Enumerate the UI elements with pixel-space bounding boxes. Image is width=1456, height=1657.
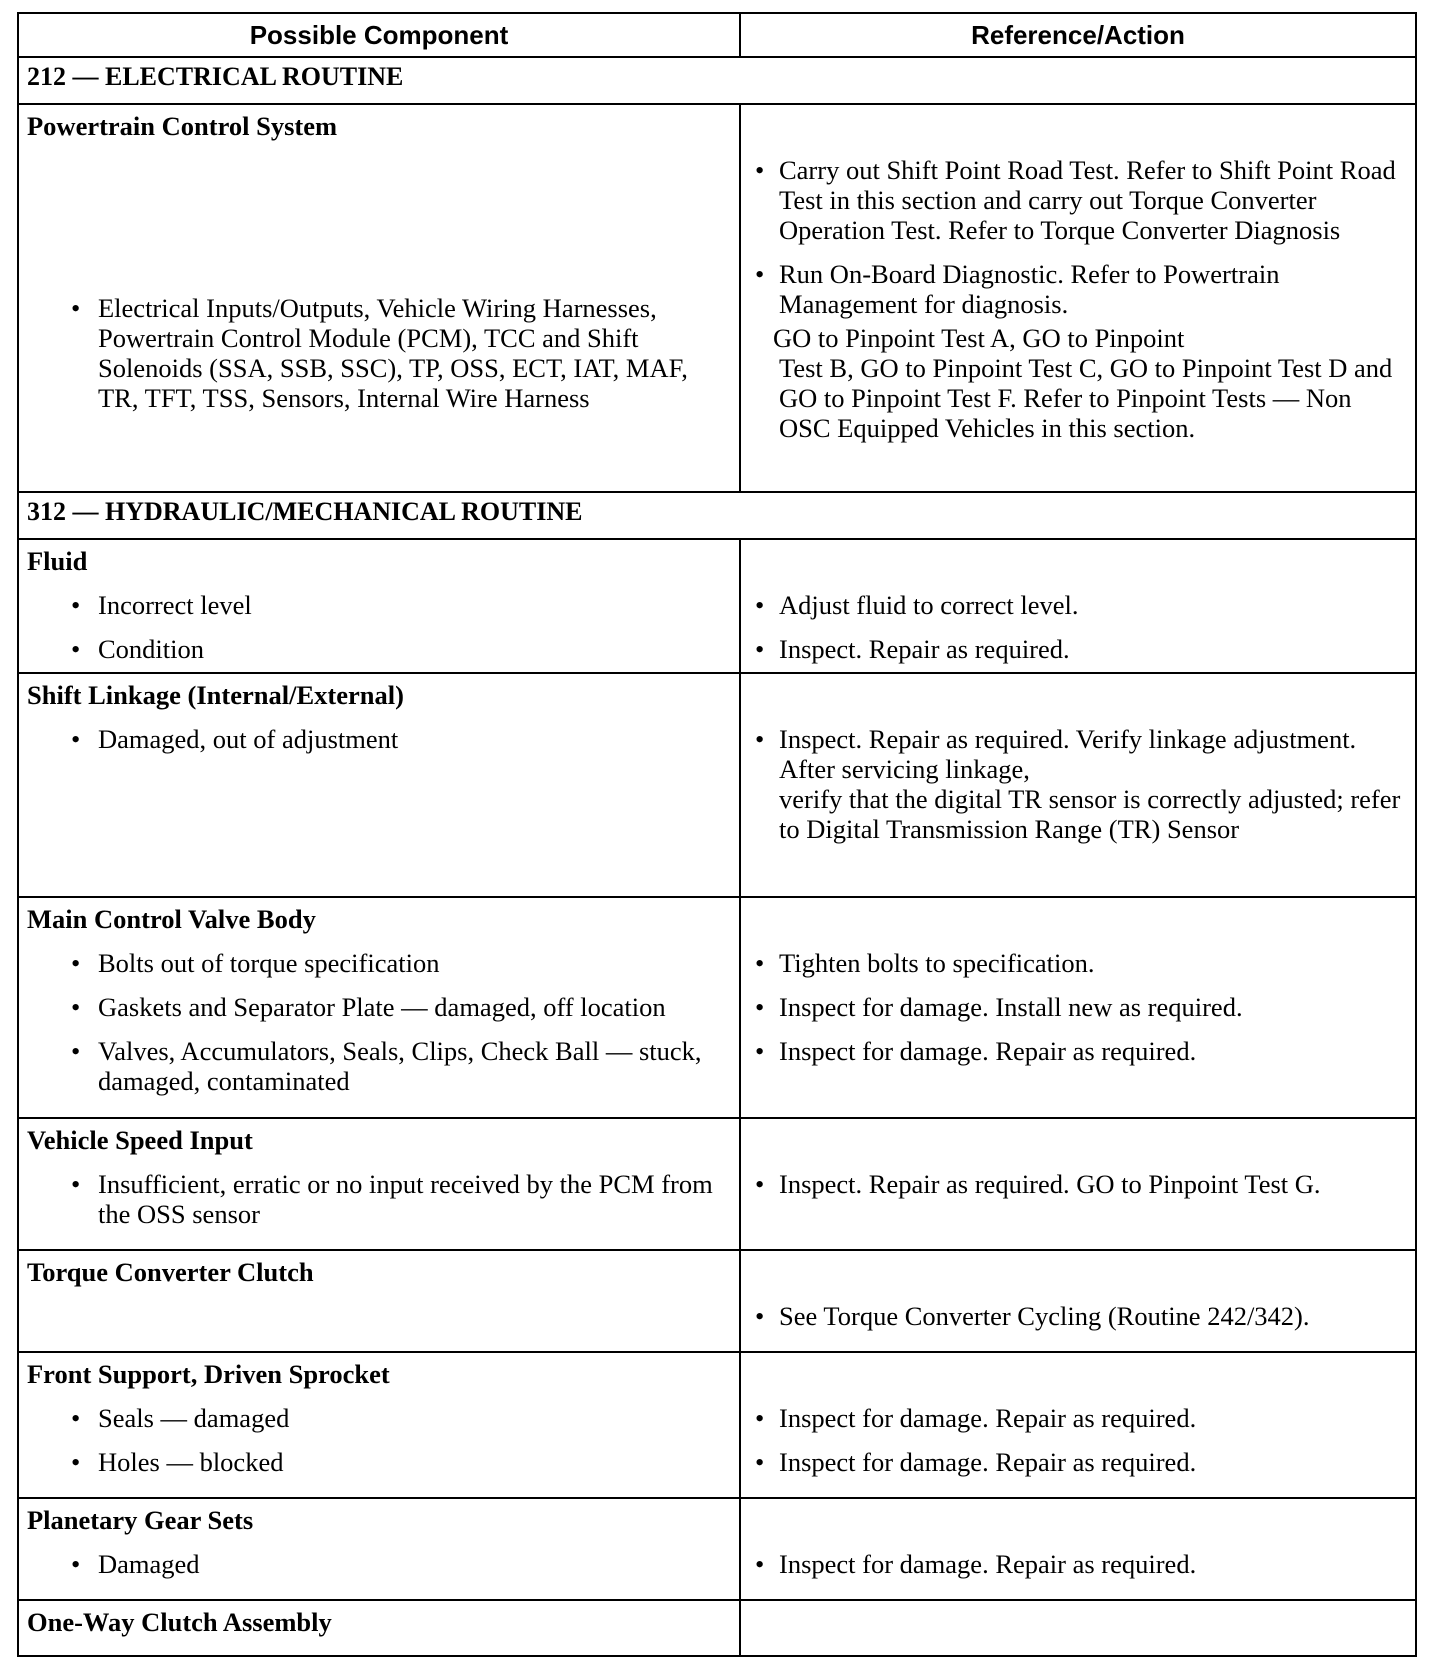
action-item: • Inspect. Repair as required. Verify linkage adjustment. After servicing linkage, verify that the digital TR sensor is correctly adjusted; refer to Digital Transmission Range (TR) Sensor	[755, 724, 1401, 844]
action-cell	[740, 1600, 1416, 1656]
action-item: • Inspect for damage. Install new as required.	[755, 992, 1243, 1022]
bullet-icon: •	[71, 293, 81, 323]
component-item: • Holes — blocked	[71, 1447, 284, 1477]
component-item: • Damaged	[71, 1549, 200, 1579]
bullet-icon: •	[755, 155, 765, 185]
group-title: Vehicle Speed Input	[27, 1125, 253, 1155]
action-item: • Tighten bolts to specification.	[755, 948, 1095, 978]
component-item: • Bolts out of torque specification	[71, 948, 440, 978]
component-cell	[18, 1600, 740, 1656]
action-item: • Inspect for damage. Repair as required.	[755, 1447, 1197, 1477]
table-row-main-control	[18, 897, 1416, 1118]
group-title: Torque Converter Clutch	[27, 1257, 314, 1287]
group-title: One-Way Clutch Assembly	[27, 1607, 332, 1637]
action-cell	[740, 1352, 1416, 1498]
action-item: • Inspect. Repair as required.	[755, 634, 1070, 664]
table-row-one-way	[18, 1600, 1416, 1656]
bullet-icon: •	[71, 1403, 81, 1433]
bullet-icon: •	[71, 1036, 81, 1066]
action-cell	[740, 1498, 1416, 1600]
group-title: Planetary Gear Sets	[27, 1505, 254, 1535]
bullet-icon: •	[71, 1447, 81, 1477]
action-item: • See Torque Converter Cycling (Routine 242/342).	[755, 1301, 1310, 1331]
action-item: • Inspect for damage. Repair as required.	[755, 1036, 1197, 1066]
bullet-icon: •	[755, 948, 765, 978]
component-cell	[18, 897, 740, 1118]
diagnostic-table	[17, 12, 1417, 1657]
bullet-icon: •	[755, 724, 765, 754]
component-item: • Condition	[71, 634, 205, 664]
component-item: • Electrical Inputs/Outputs, Vehicle Wiring Harnesses, Powertrain Control Module (PCM), TCC and Shift Solenoids (SSA, SSB, SSC), TP, OSS, ECT, IAT, MAF, TR, TFT, TSS, Sensors, Internal Wire Harness	[71, 293, 688, 413]
bullet-icon: •	[71, 724, 81, 754]
component-item: • Incorrect level	[71, 590, 252, 620]
table-row-vehicle-speed	[18, 1118, 1416, 1250]
bullet-icon: •	[755, 1447, 765, 1477]
bullet-icon: •	[755, 992, 765, 1022]
bullet-icon: •	[755, 1301, 765, 1331]
component-item: • Seals — damaged	[71, 1403, 290, 1433]
action-cell	[740, 1118, 1416, 1250]
table-row-fluid	[18, 539, 1416, 673]
bullet-icon: •	[71, 992, 81, 1022]
group-title: Powertrain Control System	[27, 111, 338, 141]
component-item: • Gaskets and Separator Plate — damaged, off location	[71, 992, 666, 1022]
component-cell	[18, 104, 740, 492]
header-possible-component: Possible Component	[18, 13, 740, 57]
table-row-planetary	[18, 1498, 1416, 1600]
component-item: • Valves, Accumulators, Seals, Clips, Check Ball — stuck, damaged, contaminated	[71, 1036, 702, 1096]
table-row-torque-converter	[18, 1250, 1416, 1352]
action-subline: GO to Pinpoint Test A, GO to Pinpoint	[773, 323, 1185, 353]
bullet-icon: •	[71, 634, 81, 664]
action-cell	[740, 897, 1416, 1118]
bullet-icon: •	[71, 590, 81, 620]
action-cell	[740, 104, 1416, 492]
table-row-powertrain	[18, 104, 1416, 492]
action-cell	[740, 1250, 1416, 1352]
action-subline: Test B, GO to Pinpoint Test C, GO to Pinpoint Test D and GO to Pinpoint Test F. Refer to Pinpoint Tests — Non OSC Equipped Vehicles in this section.	[779, 353, 1393, 443]
component-item: • Insufficient, erratic or no input received by the PCM from the OSS sensor	[71, 1169, 713, 1229]
section-title-hydraulic: 312 — HYDRAULIC/MECHANICAL ROUTINE	[18, 492, 1416, 539]
section-title-electrical: 212 — ELECTRICAL ROUTINE	[18, 57, 1416, 104]
bullet-icon: •	[71, 1549, 81, 1579]
section-row-hydraulic	[18, 492, 1416, 539]
component-cell	[18, 1498, 740, 1600]
group-title: Shift Linkage (Internal/External)	[27, 680, 404, 710]
bullet-icon: •	[755, 1036, 765, 1066]
component-cell	[18, 673, 740, 897]
bullet-icon: •	[71, 1169, 81, 1199]
bullet-icon: •	[755, 1403, 765, 1433]
component-cell	[18, 539, 740, 673]
action-cell	[740, 539, 1416, 673]
bullet-icon: •	[755, 590, 765, 620]
header-reference-action: Reference/Action	[740, 13, 1416, 57]
action-item: • Inspect for damage. Repair as required.	[755, 1549, 1197, 1579]
action-item: • Inspect. Repair as required. GO to Pinpoint Test G.	[755, 1169, 1321, 1199]
bullet-icon: •	[71, 948, 81, 978]
table-header-row	[18, 13, 1416, 57]
bullet-icon: •	[755, 1169, 765, 1199]
action-cell	[740, 673, 1416, 897]
bullet-icon: •	[755, 259, 765, 289]
group-title: Main Control Valve Body	[27, 904, 316, 934]
table-row-front-support	[18, 1352, 1416, 1498]
action-item: • Run On-Board Diagnostic. Refer to Powertrain Management for diagnosis. GO to Pinpoint Test A, GO to Pinpoint Test B, GO to Pinpoint Test C, GO to Pinpoint Test D and GO to Pinpoint Test F. Refer to Pinpoint Tests — Non OSC Equipped Vehicles in this section.	[755, 259, 1405, 443]
action-item: • Inspect for damage. Repair as required.	[755, 1403, 1197, 1433]
bullet-icon: •	[755, 1549, 765, 1579]
component-cell	[18, 1352, 740, 1498]
group-title: Front Support, Driven Sprocket	[27, 1359, 390, 1389]
table-row-shift-linkage	[18, 673, 1416, 897]
section-row-electrical	[18, 57, 1416, 104]
bullet-icon: •	[755, 634, 765, 664]
action-item: • Adjust fluid to correct level.	[755, 590, 1079, 620]
action-item: • Carry out Shift Point Road Test. Refer to Shift Point Road Test in this section and carry out Torque Converter Operation Test. Refer to Torque Converter Diagnosis	[755, 155, 1396, 245]
group-title: Fluid	[27, 546, 88, 576]
component-item: • Damaged, out of adjustment	[71, 724, 399, 754]
component-cell	[18, 1250, 740, 1352]
component-cell	[18, 1118, 740, 1250]
